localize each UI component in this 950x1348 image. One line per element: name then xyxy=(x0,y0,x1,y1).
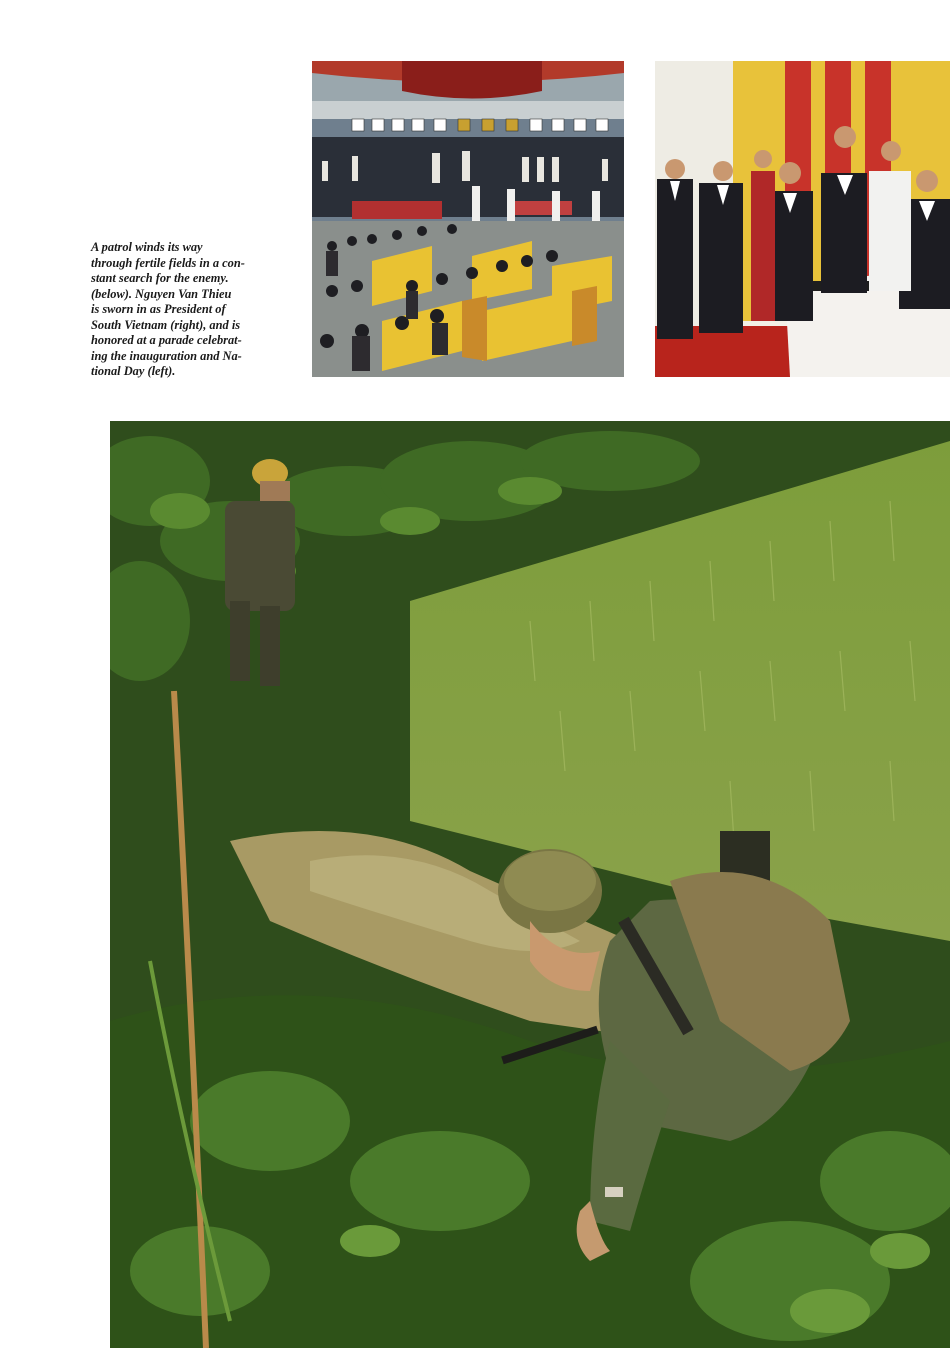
parade-photo xyxy=(312,61,624,377)
caption-line: is sworn in as President of xyxy=(91,302,226,316)
photo-caption xyxy=(91,240,291,380)
patrol-photo xyxy=(110,421,950,1348)
caption-line: ing the inauguration and Na- xyxy=(91,348,242,363)
caption-line: stant search for the enemy. xyxy=(91,271,229,285)
caption-line: (below). Nguyen Van Thieu xyxy=(91,286,232,301)
caption-line: South Vietnam (right), and is xyxy=(91,317,241,332)
caption-line: through fertile fields in a con- xyxy=(91,255,245,270)
inauguration-photo xyxy=(655,61,950,377)
caption-line: honored at a parade celebrat- xyxy=(91,333,242,347)
caption-line: tional Day (left). xyxy=(91,364,176,378)
caption-line: A patrol winds its way xyxy=(91,240,203,254)
